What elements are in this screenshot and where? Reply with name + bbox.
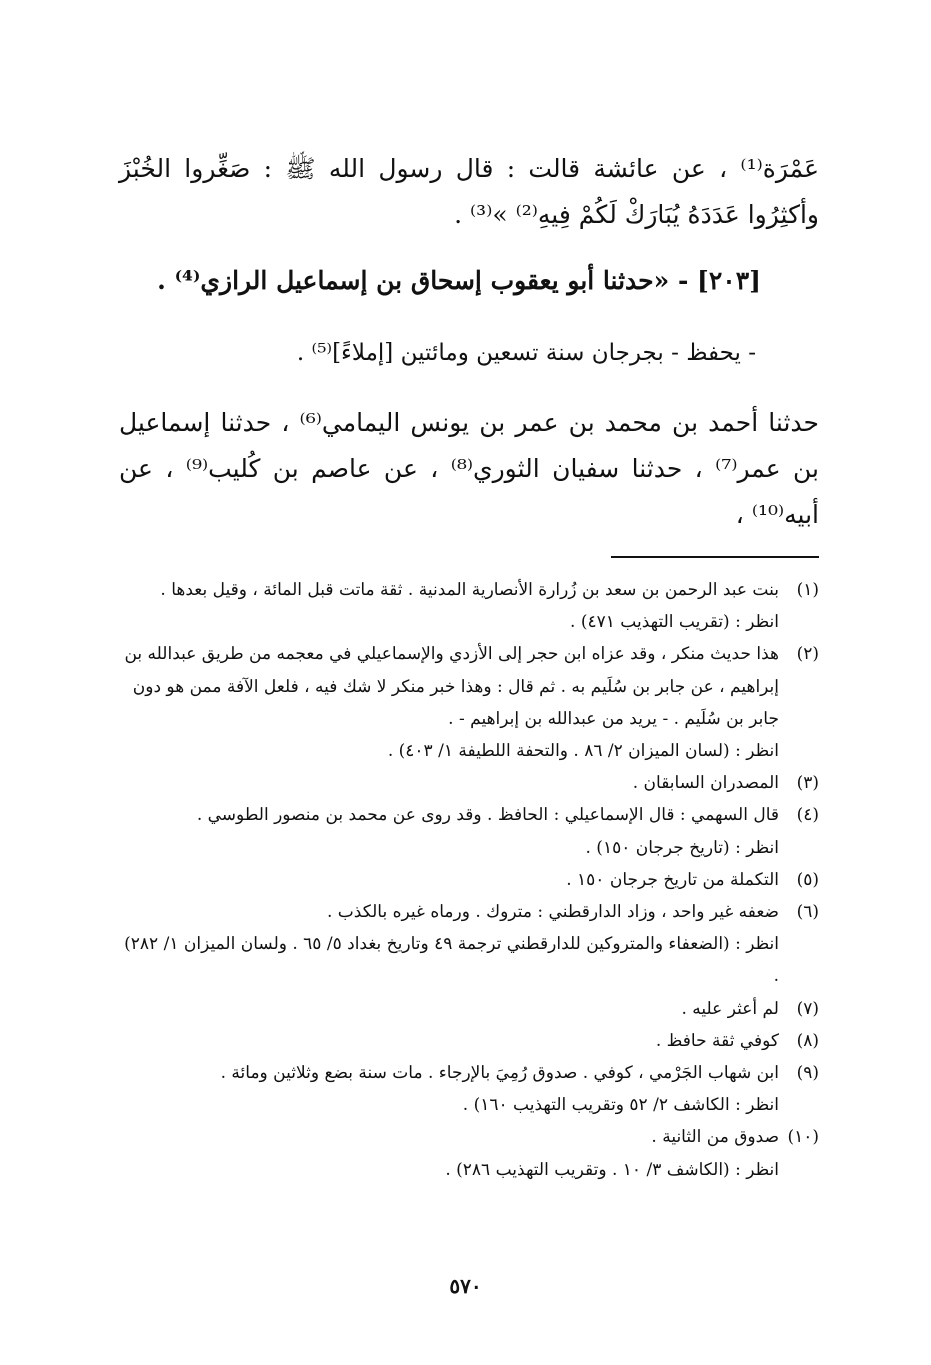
footnote-reference: انظر : (الكاشف ٣/ ١٠ . وتقريب التهذيب ٢٨٦) . bbox=[445, 1159, 779, 1180]
footnote-text: ضعفه غير واحد ، وزاد الدارقطني : متروك . ورماه غيره بالكذب . bbox=[327, 902, 779, 923]
footnote-number: (٩) bbox=[796, 1063, 819, 1084]
footnote-number: (٥) bbox=[796, 869, 819, 890]
footnote bbox=[119, 574, 819, 606]
footnote bbox=[119, 638, 819, 735]
hadith-paragraph: عَمْرَة⁽¹⁾ ، عن عائشة قالت : قال رسول الله ﷺ : صَغِّروا الخُبْزَ وأكثِرُوا عَدَدَهُ يُبَارَكْ لَكُمْ فِيهِ⁽²⁾ »⁽³⁾ . bbox=[119, 154, 819, 229]
footnote-separator bbox=[611, 556, 819, 558]
footnote-number: (٢) bbox=[796, 644, 819, 665]
chapter-heading: [٢٠٣] - «حدثنا أبو يعقوب إسحاق بن إسماعيل الرازي⁽⁴⁾ . bbox=[157, 266, 761, 295]
footnotes bbox=[119, 574, 819, 1186]
footnote-number: (٤) bbox=[796, 805, 819, 826]
footnote-number: (٣) bbox=[796, 773, 819, 794]
footnote-reference: انظر : (الضعفاء والمتروكين للدارقطني ترجمة ٤٩ وتاريخ بغداد ٥/ ٦٥ . ولسان الميزان ١/ ٢٨٢) . bbox=[124, 934, 779, 987]
footnote-text: ابن شهاب الجَرْمي ، كوفي . صدوق رُمِيَ بالإرجاء . مات سنة بضع وثلاثين ومائة . bbox=[220, 1063, 779, 1084]
page-number: ٥٧٠ bbox=[449, 1274, 482, 1298]
footnote bbox=[119, 993, 819, 1025]
footnote-number: (٦) bbox=[796, 902, 819, 923]
footnote-reference: انظر : (تاريخ جرجان ١٥٠) . bbox=[585, 837, 779, 858]
footnote-text: قال السهمي : قال الإسماعيلي : الحافظ . وقد روى عن محمد بن منصور الطوسي . bbox=[196, 805, 779, 826]
footnote-number: (١٠) bbox=[787, 1127, 819, 1148]
footnote-text: المصدران السابقان . bbox=[632, 773, 779, 794]
footnote-number: (٧) bbox=[796, 998, 819, 1019]
footnote-reference: انظر : (تقريب التهذيب ٤٧١) . bbox=[570, 612, 779, 633]
footnote bbox=[119, 1057, 819, 1089]
isnad-paragraph: حدثنا أحمد بن محمد بن عمر بن يونس اليمامي⁽⁶⁾ ، حدثنا إسماعيل بن عمر⁽⁷⁾ ، حدثنا سفيان الثوري⁽⁸⁾ ، عن عاصم بن كُليب⁽⁹⁾ ، عن أبيه⁽¹⁰⁾ ، bbox=[119, 408, 819, 529]
footnote-text: لم أعثر عليه . bbox=[681, 998, 779, 1019]
footnote bbox=[119, 1025, 819, 1057]
footnote-text: صدوق من الثانية . bbox=[651, 1127, 779, 1148]
footnote bbox=[119, 799, 819, 831]
footnote-text: هذا حديث منكر ، وقد عزاه ابن حجر إلى الأزدي والإسماعيلي في معجمه من طريق عبدالله بن إبراهيم ، عن جابر بن سُلَيم به . ثم قال : وهذا خبر منكر لا شك فيه ، فلعل الآفة ممن هو دون جابر بن سُلَيم . - يريد من عبدالله بن إبراهيم - . bbox=[124, 644, 779, 729]
footnote-number: (٨) bbox=[796, 1030, 819, 1051]
footnote bbox=[119, 1121, 819, 1153]
footnote-text: كوفي ثقة حافظ . bbox=[655, 1030, 779, 1051]
footnote bbox=[119, 767, 819, 799]
footnote-number: (١) bbox=[796, 580, 819, 600]
footnote-reference: انظر : الكاشف ٢/ ٥٢ وتقريب التهذيب ١٦٠) . bbox=[462, 1095, 779, 1116]
footnote-reference: انظر : (لسان الميزان ٢/ ٨٦ . والتحفة اللطيفة ١/ ٤٠٣) . bbox=[387, 741, 779, 762]
footnote-text: التكملة من تاريخ جرجان ١٥٠ . bbox=[566, 869, 779, 890]
chapter-subheading: - يحفظ - بجرجان سنة تسعين ومائتين [إملاءً]⁽⁵⁾ . bbox=[296, 340, 756, 366]
footnote bbox=[119, 896, 819, 928]
footnote-text: بنت عبد الرحمن بن سعد بن زُرارة الأنصارية المدنية . ثقة ماتت قبل المائة ، وقيل بعدها . bbox=[160, 580, 779, 600]
footnote bbox=[119, 864, 819, 896]
